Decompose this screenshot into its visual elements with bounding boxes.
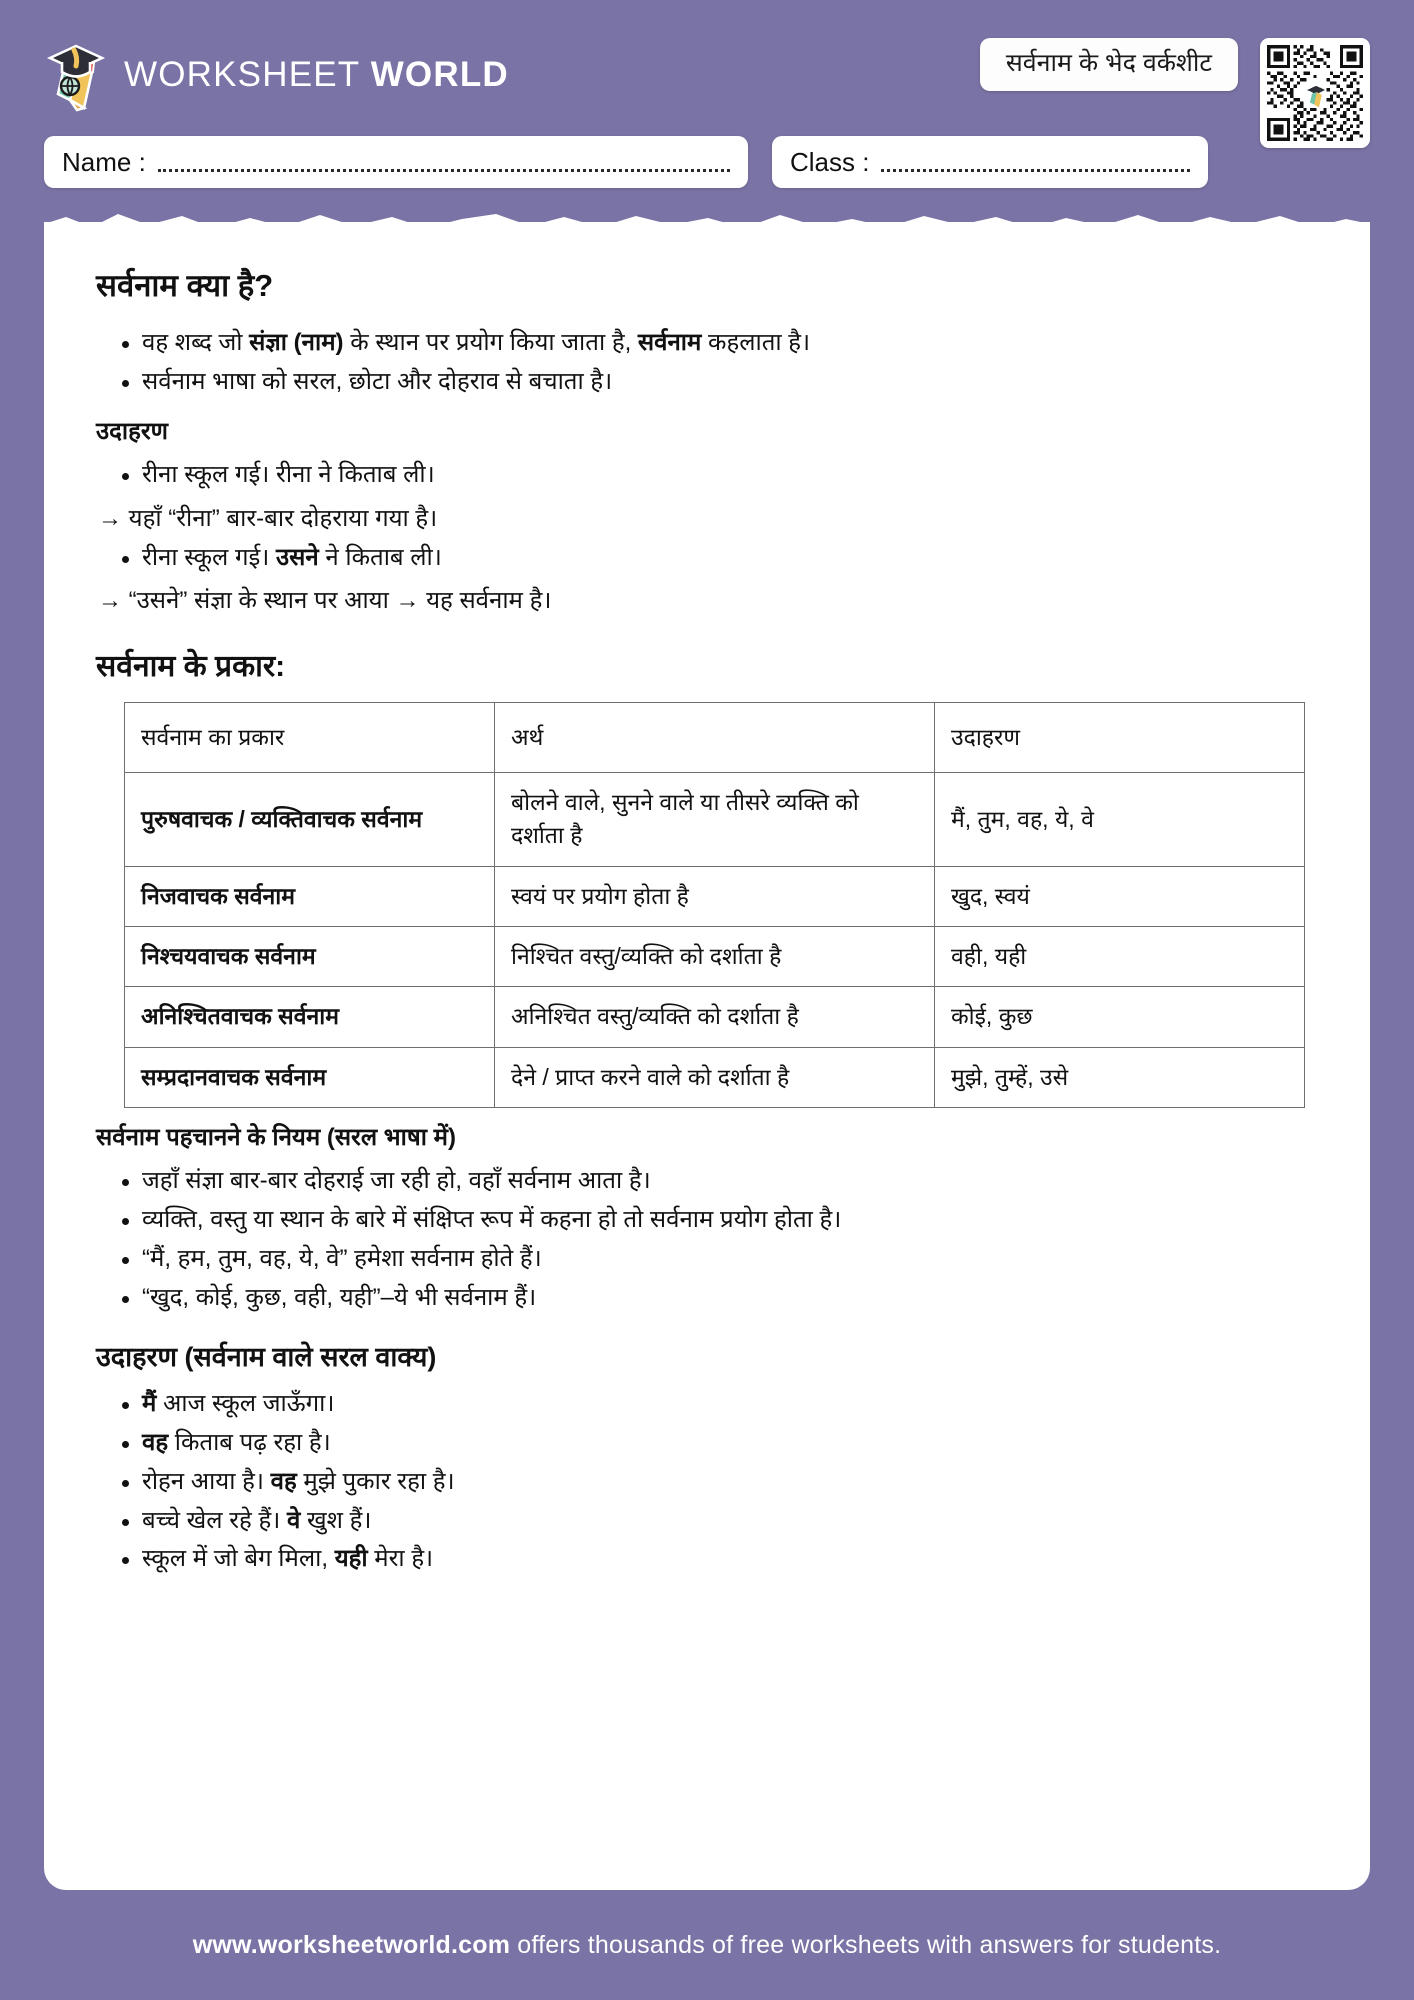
header-top-row [44, 34, 1370, 116]
rules-list [96, 1162, 1318, 1318]
example-note: → यहाँ “रीना” बार-बार दोहराया गया है। [98, 504, 438, 532]
table-cell-meaning: अनिश्चित वस्तु/व्यक्ति को दर्शाता है [495, 987, 935, 1047]
table-body [125, 702, 1305, 1107]
worksheet-title-badge: सर्वनाम के भेद वर्कशीट [980, 38, 1238, 91]
table-row [125, 772, 1305, 866]
page-footer [0, 1890, 1414, 2000]
table-header-cell: अर्थ [495, 702, 935, 772]
list-item: स्कूल में जो बेग मिला, यही मेरा है। [96, 1540, 1318, 1579]
table-cell-meaning: बोलने वाले, सुनने वाले या तीसरे व्यक्ति को दर्शाता है [495, 772, 935, 866]
example-list-2 [96, 539, 1318, 576]
list-item: रीना स्कूल गई। उसने ने किताब ली। [96, 539, 1318, 576]
brand-name-bold: WORLD [370, 55, 509, 94]
table-row [125, 1047, 1305, 1107]
heading-example: उदाहरण [96, 418, 169, 446]
table-row [125, 866, 1305, 926]
list-item: सर्वनाम भाषा को सरल, छोटा और दोहराव से बचाता है। [96, 363, 1318, 402]
example-note-2: → “उसने” संज्ञा के स्थान पर आया → यह सर्वनाम है। [98, 586, 552, 614]
list-item: जहाँ संज्ञा बार-बार दोहराई जा रही हो, वहाँ सर्वनाम आता है। [96, 1162, 1318, 1201]
class-input-line[interactable] [881, 169, 1190, 172]
table-cell-type: निजवाचक सर्वनाम [125, 866, 495, 926]
sentences-list [96, 1385, 1318, 1579]
footer-text [193, 1931, 1222, 1960]
class-field[interactable] [772, 136, 1208, 188]
list-item: वह किताब पढ़ रहा है। [96, 1424, 1318, 1463]
header-right [980, 34, 1370, 148]
list-item: “खुद, कोई, कुछ, वही, यही”–ये भी सर्वनाम हैं। [96, 1279, 1318, 1318]
what-is-bullet-list [96, 324, 1318, 402]
table-cell-example: वही, यही [935, 926, 1305, 986]
pronoun-types-table [124, 702, 1305, 1108]
heading-identification-rules: सर्वनाम पहचानने के नियम (सरल भाषा में) [96, 1123, 456, 1151]
list-item: मैं आज स्कूल जाऊँगा। [96, 1385, 1318, 1424]
brand [44, 34, 509, 112]
sheet-content [44, 222, 1370, 1890]
table-cell-type: पुरुषवाचक / व्यक्तिवाचक सर्वनाम [125, 772, 495, 866]
heading-example-sentences: उदाहरण (सर्वनाम वाले सरल वाक्य) [96, 1341, 437, 1372]
table-header-row [125, 702, 1305, 772]
qr-code-icon [1267, 45, 1363, 141]
list-item: व्यक्ति, वस्तु या स्थान के बारे में संक्षिप्त रूप में कहना हो तो सर्वनाम प्रयोग होता है। [96, 1201, 1318, 1240]
student-fields [44, 136, 1370, 188]
brand-name [124, 55, 509, 95]
qr-code-card[interactable] [1260, 38, 1370, 148]
class-label: Class : [790, 146, 870, 177]
footer-tagline: offers thousands of free worksheets with answers for students. [510, 1930, 1222, 1959]
table-cell-meaning: देने / प्राप्त करने वाले को दर्शाता है [495, 1047, 935, 1107]
table-row [125, 987, 1305, 1047]
table-cell-type: सम्प्रदानवाचक सर्वनाम [125, 1047, 495, 1107]
table-cell-example: कोई, कुछ [935, 987, 1305, 1047]
table-cell-type: निश्चयवाचक सर्वनाम [125, 926, 495, 986]
list-item: वह शब्द जो संज्ञा (नाम) के स्थान पर प्रयोग किया जाता है, सर्वनाम कहलाता है। [96, 324, 1318, 363]
list-item: रीना स्कूल गई। रीना ने किताब ली। [96, 456, 1318, 493]
list-item: “मैं, हम, तुम, वह, ये, वे” हमेशा सर्वनाम होते हैं। [96, 1240, 1318, 1279]
table-cell-meaning: निश्चित वस्तु/व्यक्ति को दर्शाता है [495, 926, 935, 986]
list-item: बच्चे खेल रहे हैं। वे खुश हैं। [96, 1502, 1318, 1541]
list-item: रोहन आया है। वह मुझे पुकार रहा है। [96, 1463, 1318, 1502]
torn-paper-edge [44, 208, 1370, 238]
table-cell-meaning: स्वयं पर प्रयोग होता है [495, 866, 935, 926]
worksheet-sheet [44, 222, 1370, 1890]
example-list [96, 456, 1318, 493]
table-header-cell: उदाहरण [935, 702, 1305, 772]
graduation-cap-pencil-logo-icon [44, 38, 108, 112]
table-row [125, 926, 1305, 986]
name-field[interactable] [44, 136, 748, 188]
heading-pronoun-types: सर्वनाम के प्रकार: [96, 649, 286, 683]
name-label: Name : [62, 146, 146, 177]
table-cell-example: मैं, तुम, वह, ये, वे [935, 772, 1305, 866]
footer-site[interactable]: www.worksheetworld.com [192, 1930, 511, 1959]
table-cell-example: मुझे, तुम्हें, उसे [935, 1047, 1305, 1107]
table-cell-example: खुद, स्वयं [935, 866, 1305, 926]
table-cell-type: अनिश्चितवाचक सर्वनाम [125, 987, 495, 1047]
page-header [0, 0, 1414, 232]
heading-what-is-pronoun: सर्वनाम क्या है? [96, 268, 274, 303]
table-header-cell: सर्वनाम का प्रकार [125, 702, 495, 772]
brand-name-light: WORKSHEET [124, 55, 360, 94]
name-input-line[interactable] [158, 169, 730, 172]
